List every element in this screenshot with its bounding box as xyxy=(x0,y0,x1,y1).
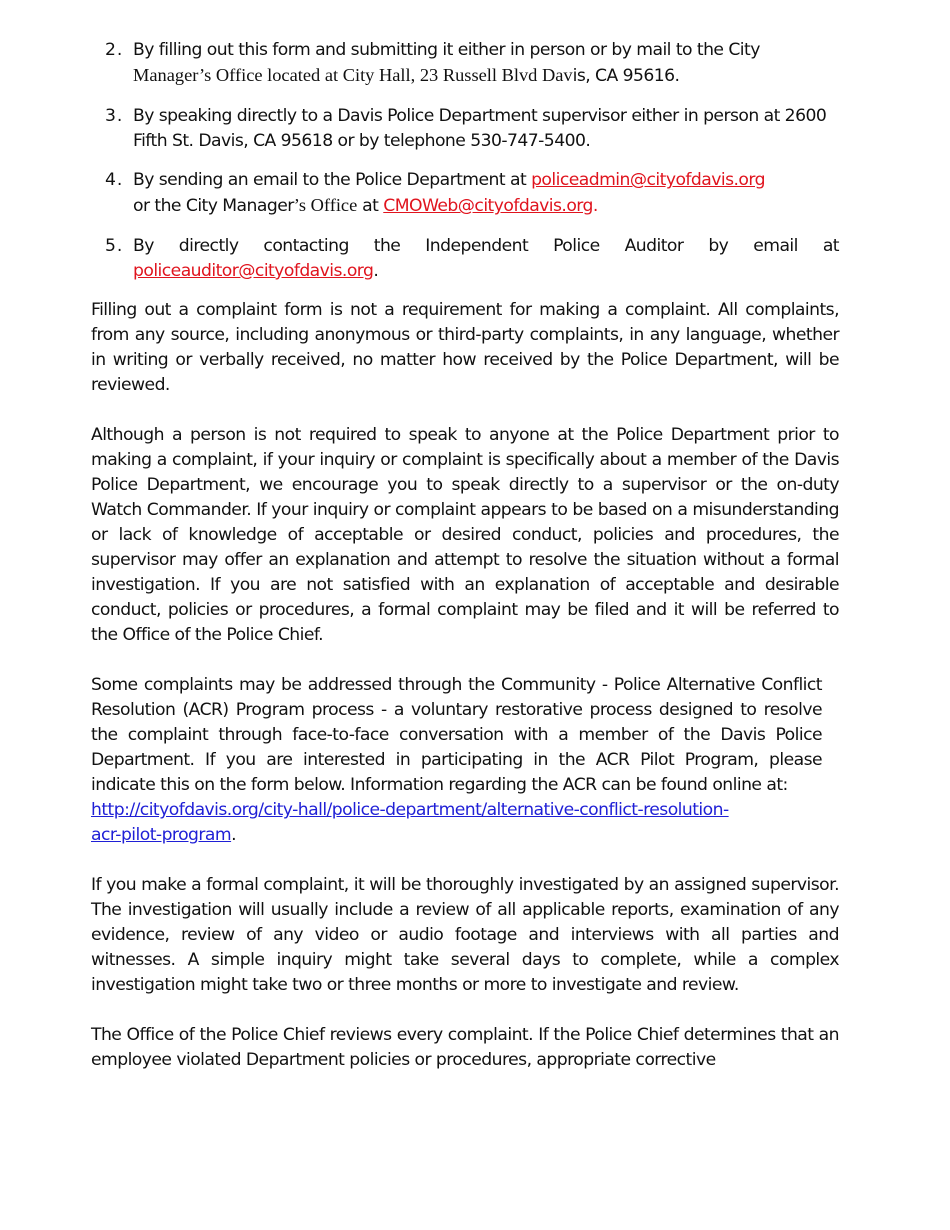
paragraph-supervisor: Although a person is not required to speak to anyone at the Police Department prior to making a complaint, if your inquiry or complaint is specifically about a member of the Davis Police Department, we encourage you to speak directly to a supervisor or the on-duty Watch Commander. If your inquiry or complaint appears to be based on a misunderstanding or lack of knowledge of acceptable or desired conduct, policies and procedures, the supervisor may offer an explanation and attempt to resolve the situation without a formal investigation. If you are not satisfied with an explanation of acceptable and desirable conduct, policies or procedures, a formal complaint may be filed and it will be referred to the Office of the Police Chief. xyxy=(91,425,839,646)
list-item-text: or the City Manager xyxy=(133,196,294,217)
list-number: 3. xyxy=(105,105,124,126)
list-item xyxy=(91,104,839,154)
list-item-text: By filling out this form and submitting it either in person or by mail to the City xyxy=(133,40,760,60)
paragraph-acr xyxy=(91,673,822,848)
paragraph-acr-text: Some complaints may be addressed through the Community - Police Alternative Conflict Resolution (ACR) Program process - a voluntary restorative process designed to resolve the complaint through face-to-face conversation with a member of the Davis Police Department. If you are interested in participating in the ACR Pilot Program, please indicate this on the form below. Information regarding the ACR can be found online at: xyxy=(91,675,822,796)
policeauditor-email-link[interactable]: policeauditor@cityofdavis.org xyxy=(133,260,374,281)
document-page xyxy=(91,38,839,1098)
list-number: 5. xyxy=(105,235,124,256)
list-item-period: . xyxy=(373,260,379,281)
list-number: 2. xyxy=(105,40,124,60)
list-item xyxy=(91,38,839,89)
list-item xyxy=(91,234,839,284)
list-item-text-serif: ’s Office xyxy=(293,195,358,216)
list-number: 4. xyxy=(105,170,124,191)
paragraph-complaint-form: Filling out a complaint form is not a requirement for making a complaint. All complaints, from any source, including anonymous or third-party complaints, in any language, whether in writing or verbally received, no matter how received by the Police Department, will be reviewed. xyxy=(91,300,839,396)
paragraph-investigation: If you make a formal complaint, it will be thoroughly investigated by an assigned supervisor. The investigation will usually include a review of all applicable reports, examination of any evidence, review of any video or audio footage and interviews with all parties and witnesses. A simple inquiry might take several days to complete, while a complex investigation might take two or three months or more to investigate and review. xyxy=(91,875,839,996)
list-item-text: at xyxy=(357,196,384,217)
list-item-text: By sending an email to the Police Department at xyxy=(133,170,532,191)
acr-program-link[interactable] xyxy=(91,800,729,845)
list-item-text: is, CA 95616. xyxy=(572,66,680,86)
acr-link-period: . xyxy=(231,825,237,846)
list-item xyxy=(91,168,839,219)
acr-link-part-1: http://cityofdavis.org/city-hall/police-department/alternative-conflict-resolution- xyxy=(91,800,729,821)
list-item-text-serif: Manager’s Office located at City Hall, 23 Russell Blvd Dav xyxy=(133,65,573,85)
complaint-methods-list xyxy=(91,38,839,284)
paragraph-police-chief: The Office of the Police Chief reviews every complaint. If the Police Chief determines that an employee violated Department policies or procedures, appropriate corrective xyxy=(91,1025,839,1071)
acr-link-part-2: acr-pilot-program xyxy=(91,825,232,846)
list-item-text: By speaking directly to a Davis Police Department supervisor either in person at 2600 Fifth St. Davis, CA 95618 or by telephone 530-747-5400. xyxy=(133,105,827,151)
list-item-text: By directly contacting the Independent Police Auditor by email at xyxy=(133,235,839,256)
policeadmin-email-link[interactable]: policeadmin@cityofdavis.org xyxy=(531,170,765,191)
cmoweb-email-link[interactable]: CMOWeb@cityofdavis.org xyxy=(383,196,593,217)
list-item-period: . xyxy=(592,196,598,217)
